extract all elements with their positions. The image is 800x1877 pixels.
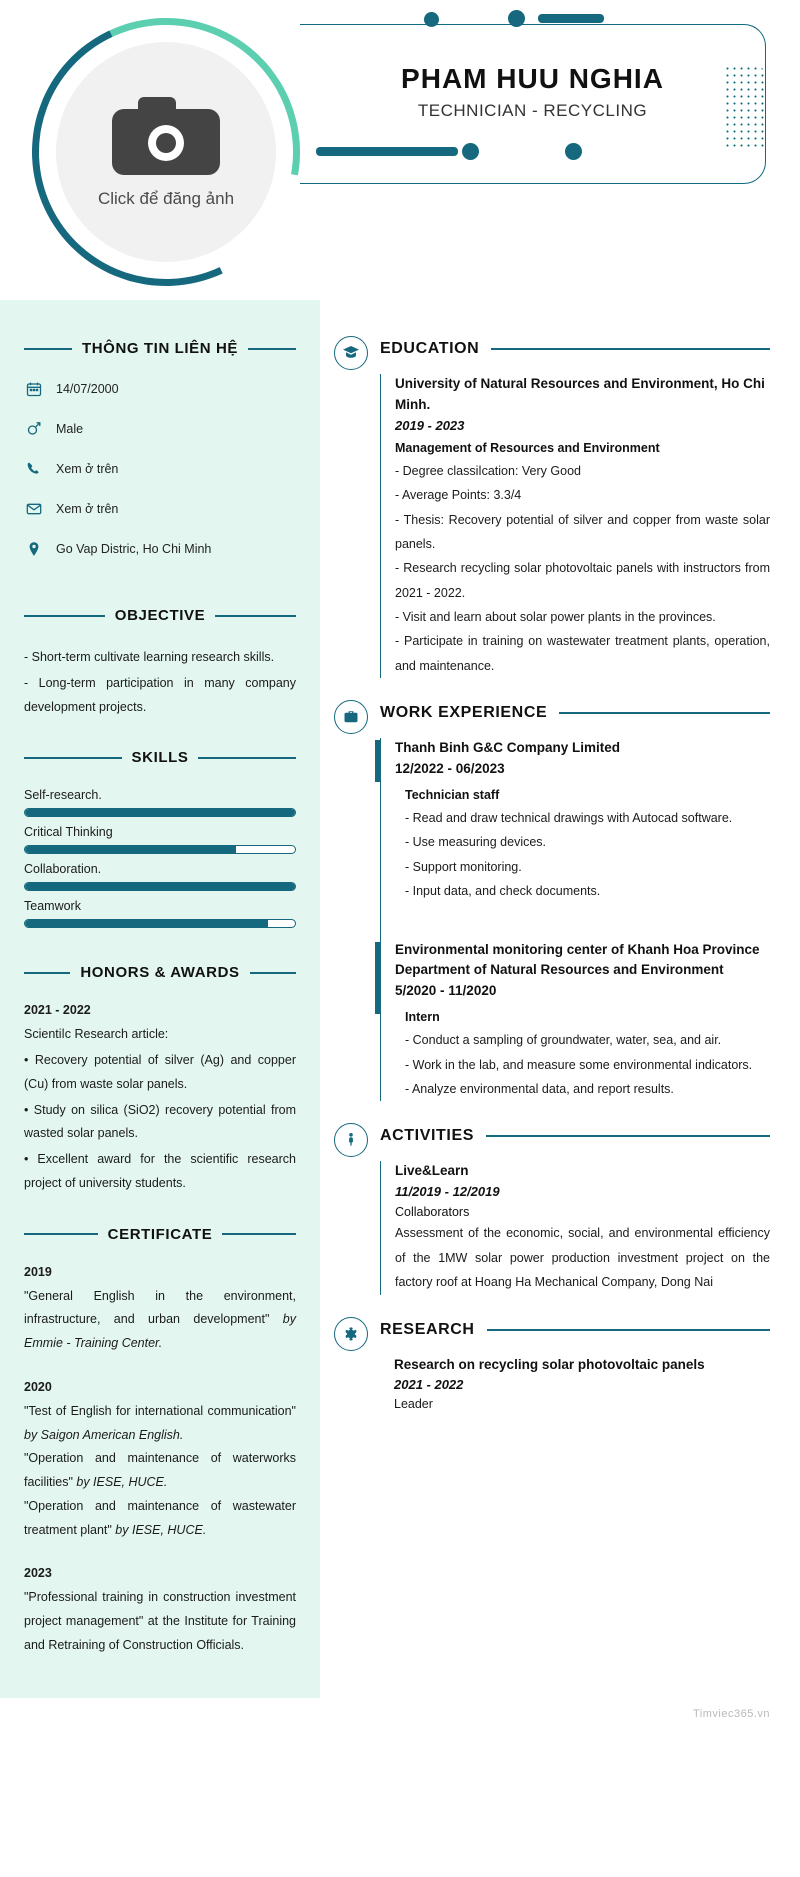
honors-title: HONORS & AWARDS: [80, 964, 240, 982]
photo-uploader[interactable]: [32, 18, 300, 286]
skill-item: [24, 788, 296, 817]
email-icon: [24, 499, 44, 519]
detail-line: - Analyze environmental data, and report results.: [405, 1082, 674, 1097]
watermark: Timviec365.vn: [692, 1707, 770, 1720]
certificate-text: "Professional training in construction investment project management" at the Institute for Training and Retraining of Construction Officials.: [24, 1590, 296, 1652]
honors-body: [24, 1023, 296, 1195]
skill-label: Collaboration.: [24, 862, 102, 877]
contact-value: Xem ở trên: [56, 502, 119, 516]
skill-label: Self-research.: [24, 788, 102, 803]
job-details: [395, 806, 770, 904]
education-title: EDUCATION: [380, 340, 480, 357]
job-company: Thanh Binh G&C Company Limited: [395, 740, 620, 756]
certificate-group: [24, 1265, 296, 1356]
certificate-group: [24, 1566, 296, 1657]
contact-value: Xem ở trên: [56, 462, 119, 476]
activity-date: 11/2019 - 12/2019: [395, 1184, 500, 1200]
honors-line: • Excellent award for the scientific research project of university students.: [24, 1152, 296, 1190]
section-work-experience: [334, 704, 770, 1101]
objective-title: OBJECTIVE: [114, 607, 206, 624]
skills-list: [24, 788, 296, 928]
contact-value: Go Vap Distric, Ho Chi Minh: [56, 542, 212, 556]
section-activities: [334, 1127, 770, 1294]
detail-line: - Average Points: 3.3/4: [395, 488, 522, 503]
contact-heading: [24, 340, 296, 357]
detail-line: - Read and draw technical drawings with Autocad software.: [405, 811, 733, 826]
job-entry: [395, 738, 770, 903]
research-heading: [380, 1321, 770, 1339]
job-company: Environmental monitoring center of Khanh Hoa Province Department of Natural Resources and Environment: [395, 941, 760, 978]
certificate-line: [24, 1400, 296, 1448]
activity-name: Live&Learn: [395, 1163, 469, 1179]
contact-list: [24, 379, 296, 559]
research-role: Leader: [394, 1397, 433, 1412]
contact-item-address: [24, 539, 296, 559]
skill-item: [24, 825, 296, 854]
education-details: [395, 459, 770, 678]
job-date: 12/2022 - 06/2023: [395, 761, 505, 777]
research-icon: [334, 1317, 368, 1351]
skill-item: [24, 899, 296, 928]
calendar-icon: [24, 379, 44, 399]
section-education: [334, 340, 770, 678]
certificate-source: by IESE, HUCE.: [115, 1522, 207, 1537]
skills-heading: [24, 749, 296, 766]
job-position: Technician staff: [405, 788, 500, 803]
research-body: [380, 1355, 770, 1417]
contact-item-phone[interactable]: [24, 459, 296, 479]
school-date: 2019 - 2023: [395, 417, 465, 433]
activities-heading: [380, 1127, 770, 1145]
certificate-line: [24, 1495, 296, 1543]
deco-dot-top-far: [424, 12, 439, 27]
certificate-text: "Operation and maintenance of wastewater treatment plant": [24, 1498, 296, 1537]
certificate-text: "Test of English for international communication": [24, 1403, 296, 1418]
work-title: WORK EXPERIENCE: [380, 704, 548, 722]
certificate-title: CERTIFICATE: [107, 1225, 213, 1243]
job-details: [395, 1028, 770, 1101]
skill-item: [24, 862, 296, 891]
certificate-source: by Saigon American English.: [24, 1427, 184, 1442]
certificate-year: 2020: [24, 1379, 52, 1394]
briefcase-icon: [334, 700, 368, 734]
certificate-source: by IESE, HUCE.: [76, 1475, 168, 1489]
honors-year: 2021 - 2022: [24, 1003, 91, 1018]
objective-line: - Long-term participation in many company development projects.: [24, 675, 296, 714]
contact-item-email[interactable]: [24, 499, 296, 519]
contact-value: Male: [56, 422, 84, 436]
section-research: [334, 1321, 770, 1417]
objective-body: [24, 646, 296, 719]
deco-dot-bottom-right: [565, 143, 582, 160]
honors-heading: [24, 964, 296, 981]
contact-item-gender: [24, 419, 296, 439]
activity-description: Assessment of the economic, social, and environmental efficiency of the 1MW solar power production investment project on the factory roof at Hoang Ha Mechanical Company, Dong Nai: [395, 1226, 770, 1290]
skills-title: SKILLS: [131, 749, 189, 767]
left-column: [0, 300, 320, 1698]
skill-label: Teamwork: [24, 899, 81, 914]
candidate-name: PHAM HUU NGHIA: [401, 63, 664, 94]
honors-line: • Recovery potential of silver (Ag) and copper (Cu) from waste solar panels.: [24, 1053, 296, 1091]
detail-line: - Use measuring devices.: [405, 835, 547, 850]
right-column: [320, 300, 800, 1698]
certificate-group: [24, 1380, 296, 1543]
detail-line: - Research recycling solar photovoltaic panels with instructors from 2021 - 2022.: [395, 561, 770, 600]
certificate-year: 2023: [24, 1566, 52, 1581]
graduation-cap-icon: [334, 336, 368, 370]
skill-bar: [24, 845, 296, 854]
gender-icon: [24, 419, 44, 439]
deco-bar-bottom: [316, 147, 458, 156]
honors-line: Scientiǀc Research article:: [24, 1027, 169, 1042]
deco-dot-top-left: [508, 10, 525, 27]
detail-line: - Support monitoring.: [405, 859, 522, 874]
school-major: Management of Resources and Environment: [395, 440, 660, 455]
skill-bar: [24, 808, 296, 817]
job-marker: [375, 740, 380, 782]
resume-header: [0, 0, 800, 300]
candidate-role: TECHNICIAN - RECYCLING: [417, 101, 648, 120]
detail-line: - Degree classiǀcation: Very Good: [395, 463, 581, 478]
research-title: RESEARCH: [380, 1320, 475, 1338]
photo-placeholder[interactable]: [56, 42, 276, 262]
job-marker: [375, 942, 380, 1014]
activity-role: Collaborators: [395, 1205, 470, 1220]
camera-icon: [112, 95, 220, 175]
certificate-line: [24, 1447, 296, 1495]
detail-line: - Input data, and check documents.: [405, 884, 601, 899]
certificate-text: "Operation and maintenance of waterworks facilities": [24, 1451, 296, 1489]
detail-line: - Conduct a sampling of groundwater, water, sea, and air.: [405, 1033, 722, 1048]
name-panel: [300, 24, 766, 184]
education-body: [380, 374, 770, 678]
certificate-heading: [24, 1226, 296, 1243]
dot-pattern: [724, 65, 766, 151]
phone-icon: [24, 459, 44, 479]
deco-dot-bottom: [462, 143, 479, 160]
contact-title: THÔNG TIN LIÊN HỆ: [81, 340, 239, 357]
certificate-source: by Emmie - Training Center.: [24, 1312, 296, 1350]
activities-title: ACTIVITIES: [380, 1127, 475, 1145]
work-heading: [380, 704, 770, 722]
skill-label: Critical Thinking: [24, 825, 113, 840]
contact-item-birthdate: [24, 379, 296, 399]
detail-line: - Visit and learn about solar power plants in the provinces.: [395, 610, 716, 625]
resume-body: [0, 300, 800, 1698]
activities-body: [380, 1161, 770, 1294]
certificate-year: 2019: [24, 1264, 52, 1279]
job-position: Intern: [405, 1010, 440, 1025]
skill-bar: [24, 882, 296, 891]
certificate-line: [24, 1285, 296, 1356]
education-heading: [380, 340, 770, 358]
objective-heading: [24, 607, 296, 624]
honors-line: • Study on silica (SiO2) recovery potential from wasted solar panels.: [24, 1102, 296, 1141]
contact-value: 14/07/2000: [56, 382, 119, 396]
certificate-line: [24, 1586, 296, 1657]
certificate-text: "General English in the environment, infrastructure, and urban development": [24, 1288, 296, 1327]
photo-caption: Click để đăng ảnh: [97, 189, 235, 208]
job-entry: [395, 940, 770, 1102]
research-name: Research on recycling solar photovoltaic panels: [394, 1356, 705, 1372]
school-name: University of Natural Resources and Environment, Ho Chi Minh.: [395, 376, 765, 412]
location-icon: [24, 539, 44, 559]
skill-bar: [24, 919, 296, 928]
job-date: 5/2020 - 11/2020: [395, 983, 497, 999]
research-date: 2021 - 2022: [394, 1377, 464, 1393]
work-body: [380, 738, 770, 1101]
objective-line: - Short-term cultivate learning research skills.: [24, 650, 275, 664]
detail-line: - Work in the lab, and measure some environmental indicators.: [405, 1057, 753, 1072]
activity-icon: [334, 1123, 368, 1157]
detail-line: - Participate in training on wastewater treatment plants, operation, and maintenance.: [395, 634, 770, 673]
detail-line: - Thesis: Recovery potential of silver and copper from waste solar panels.: [395, 512, 770, 551]
deco-bar-top: [538, 14, 604, 23]
